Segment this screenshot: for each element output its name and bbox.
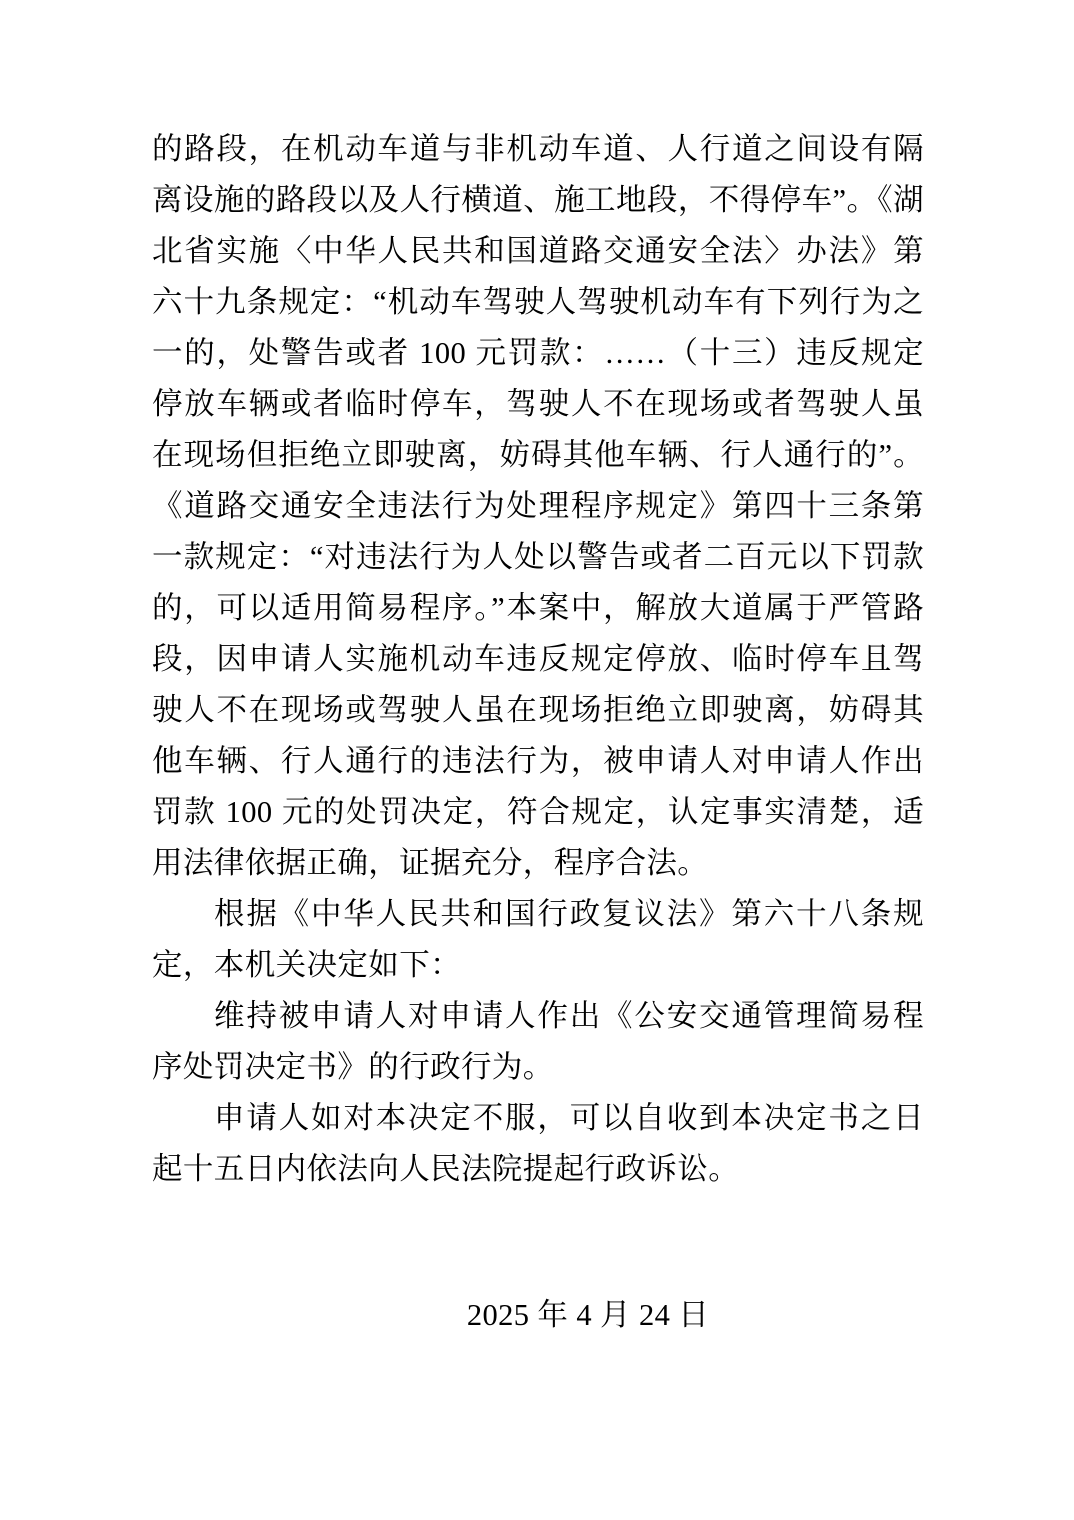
paragraph-1: 的路段，在机动车道与非机动车道、人行道之间设有隔离设施的路段以及人行横道、施工地段，不得停车”。《湖北省实施〈中华人民共和国道路交通安全法〉办法》第六十九条规定：“机动车驾驶人驾驶机动车有下列行为之一的，处警告或者 100 元罚款：……（十三）违反规定停放车辆或者临时停车，驾驶人不在现场或者驾驶人虽在现场但拒绝立即驶离，妨碍其他车辆、行人通行的”。《道路交通安全违法行为处理程序规定》第四十三条第一款规定：“对违法行为人处以警告或者二百元以下罚款的，可以适用简易程序。”本案中，解放大道属于严管路段，因申请人实施机动车违反规定停放、临时停车且驾驶人不在现场或驾驶人虽在现场拒绝立即驶离，妨碍其他车辆、行人通行的违法行为，被申请人对申请人作出罚款 100 元的处罚决定，符合规定，认定事实清楚，适用法律依据正确，证据充分，程序合法。 bbox=[152, 132, 924, 880]
paragraph-3: 维持被申请人对申请人作出《公安交通管理简易程序处罚决定书》的行政行为。 bbox=[152, 999, 924, 1084]
document-date: 2025 年 4 月 24 日 bbox=[466, 1298, 710, 1332]
paragraph-2: 根据《中华人民共和国行政复议法》第六十八条规定，本机关决定如下： bbox=[152, 897, 924, 982]
document-body bbox=[152, 124, 924, 1195]
paragraph-4: 申请人如对本决定不服，可以自收到本决定书之日起十五日内依法向人民法院提起行政诉讼。 bbox=[152, 1101, 924, 1186]
